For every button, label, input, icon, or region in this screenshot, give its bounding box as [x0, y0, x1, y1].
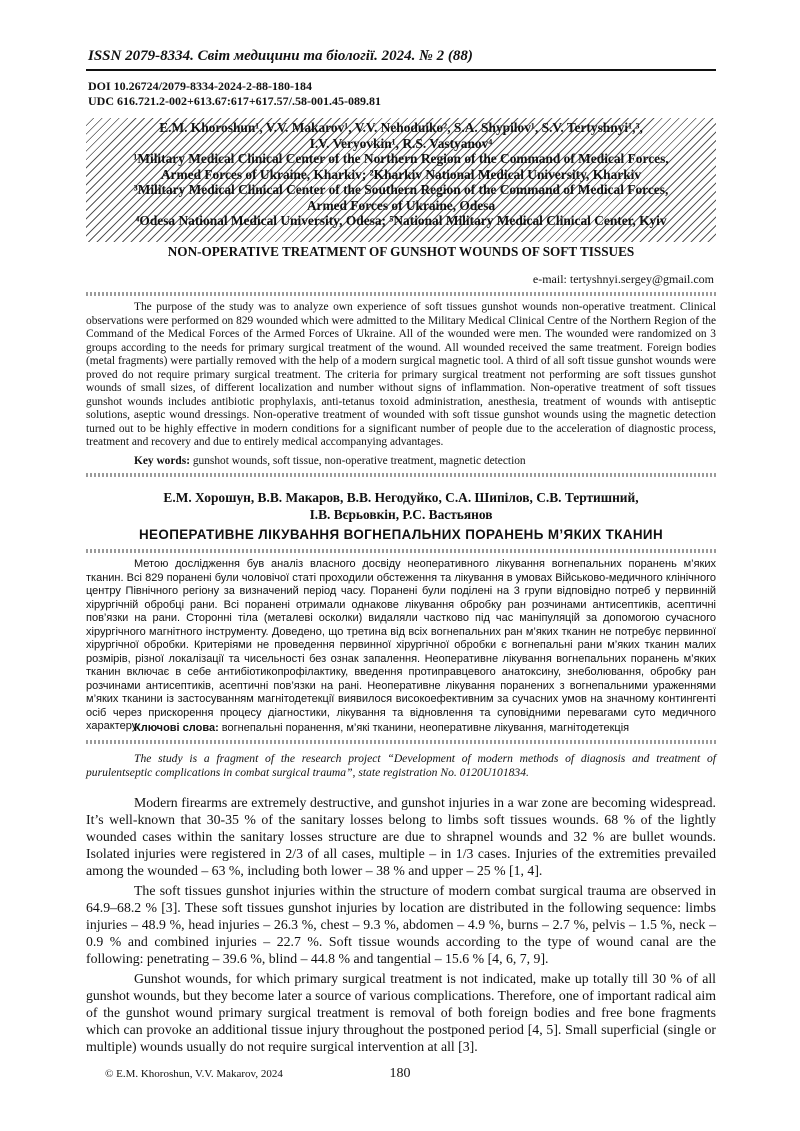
- affiliation-line: ⁴Odesa National Medical University, Odesa; ⁵National Military Medical Clinical Center, Kyiv: [135, 213, 667, 228]
- authors-uk-line: Е.М. Хорошун, В.В. Макаров, В.В. Негодуйко, С.А. Шипілов, С.В. Тертишний,: [163, 490, 639, 505]
- authors-line: E.M. Khoroshun¹, V.V. Makarov¹, V.V. Nehoduiko², S.A. Shypilov¹, S.V. Tertyshnyi¹,³,: [159, 120, 643, 135]
- author-affiliations: [86, 120, 716, 229]
- keywords-text: gunshot wounds, soft tissue, non-operative treatment, magnetic detection: [190, 455, 526, 467]
- abstract-separator-bottom: [86, 473, 716, 477]
- authors-uk: [86, 489, 716, 523]
- affiliation-line: ¹Military Medical Clinical Center of the Northern Region of the Command of Medical Forces,: [133, 151, 669, 166]
- contact-email: e-mail: tertyshnyi.sergey@gmail.com: [532, 272, 714, 286]
- body-paragraph: Gunshot wounds, for which primary surgical treatment is not indicated, make up totally till 30 % of all gunshot wounds, but they become later a source of various complications. Therefore, one of important radical aim of the gunshot wound primary surgical treatment is removal of both foreign bodies and free bone fragments which can provoke an additional tissue injury throughout the postponed period [4, 5]. Small superficial (single or multiple) wounds usually do not require surgical intervention at all [3].: [86, 971, 716, 1054]
- abstract-uk-separator-top: [86, 549, 716, 553]
- article-body: [86, 794, 716, 1058]
- page-number: 180: [389, 1066, 411, 1081]
- affiliation-line: Armed Forces of Ukraine, Odesa: [306, 197, 496, 213]
- keywords-label: Key words:: [134, 455, 190, 467]
- body-paragraph: The soft tissues gunshot injuries within the structure of modern combat surgical trauma are observed in 64.9–68.2 % [3]. These soft tissues gunshot injuries by location are distributed in the following sequence: limbs injuries – 48.9 %, head injuries – 26.3 %, chest – 9.3 %, abdomen – 4.9 %, burns – 2.7 %, pelvis – 1.5 %, neck – 0.9 % and combined injuries – 22.7 %. Soft tissue wounds according to the type of wound canal are the following: penetrating – 39.6 %, blind – 44.8 % and tangential – 15.6 % [4, 6, 7, 9].: [86, 883, 716, 966]
- paper-title-uk: НЕОПЕРАТИВНЕ ЛІКУВАННЯ ВОГНЕПАЛЬНИХ ПОРАНЕНЬ М’ЯКИХ ТКАНИН: [138, 527, 664, 542]
- abstract-uk-separator-bottom: [86, 740, 716, 744]
- keywords-uk-text: вогнепальні поранення, м’які тканини, неоперативне лікування, магнітодетекція: [218, 722, 630, 734]
- authors-uk-line: І.В. Вєрьовкін, Р.С. Вастьянов: [309, 507, 493, 522]
- affiliation-line: Armed Forces of Ukraine, Kharkiv; ²Kharkiv National Medical University, Kharkiv: [160, 166, 642, 182]
- header-rule: [86, 69, 716, 71]
- abstract-uk: Метою дослідження був аналіз власного досвіду неоперативного лікування вогнепальних поранень м’яких тканин. Всі 829 поранені були чоловічої статі проходили обстеження та лікування в умовах Військово-медичного клінічного центру Північного регіону за визначений період часу. Поранені були поділені на 3 групи відповідно потреб у первинній хірургічній обробці рани. Всі поранені отримали однакове лікування обробку ран розчинами антисептиків, асептичні пов’язки на рани. Сторонні тіла (металеві осколки) видаляли частково під час маніпуляцій за допомогою сучасного хірургічного магнітного інструменту. Доведено, що третина від всіх вогнепальних ран м’яких тканин не потребує первинної хірургічної обробки. Критеріями не проведення первинної хірургічної обробки є вогнепальні рани м’яких тканин малих розмірів, різної локалізації та чисельності без ознак запалення. Неоперативне лікування вогнепальних поранень м’яких тканин включає в себе антибіотикопрофілактику, введення протиправцевого анатоксину, знеболювання, обробку ран розчинами антисептиків, асептичні пов’язки на рані. Неоперативне лікування поранених з вогнепальними ураженнями м’яких тканини із застосуванням магнітодетекції виявилося високоефективним за сучасних умов на значному контингенті осіб через прискорення процесу діагностики, лікування та відновлення та суповідними перевагами суто медичного характеру.: [86, 558, 716, 732]
- keywords-uk: [134, 722, 629, 734]
- body-paragraph: Modern firearms are extremely destructive, and gunshot injuries in a war zone are becoming widespread. It’s well-known that 30-35 % of the sanitary losses belong to limbs soft tissues wounds. 68 % of the lightly wounded cases within the sanitary losses structure are due to shrapnel wounds and 32 % are bullet wounds. Isolated injuries were registered in 2/3 of all cases, multiple – in 1/3 cases. Injuries of the extremities prevailed among the wounded – 63 %, including both lower – 38 % and upper – 25 % [1, 4].: [86, 795, 716, 878]
- abstract-separator-top: [86, 292, 716, 296]
- paper-title-en: NON-OPERATIVE TREATMENT OF GUNSHOT WOUNDS OF SOFT TISSUES: [167, 244, 635, 259]
- doi-block: [88, 79, 381, 109]
- keywords-uk-label: Ключові слова:: [134, 722, 219, 734]
- authors-line: I.V. Veryovkin¹, R.S. Vastyanov⁴: [309, 135, 493, 151]
- journal-header: ISSN 2079-8334. Світ медицини та біології. 2024. № 2 (88): [88, 48, 473, 64]
- project-note: The study is a fragment of the research project “Development of modern methods of diagnosis and treatment of purulentseptic complications in combat surgical trauma”, state registration No. 0120U101834.: [86, 752, 716, 779]
- abstract-en: The purpose of the study was to analyze own experience of soft tissues gunshot wounds non-operative treatment. Clinical observations were performed on 829 wounded which were admitted to the Military Medical Clinical Centre of the Northern Region of the Command of the Medical Forces of the Armed Forces of Ukraine. All of the wounded were men. The wounded were randomized on 3 groups according to the needs for primary surgical treatment of the wound. All wounded received the same treatment. Foreign bodies (metal fragments) were partially removed with the help of a modern surgical magnetic tool. A third of all soft tissue gunshot wounds were proved do not require primary surgical treatment. The criteria for primary surgical treatment not performing are soft tissues gunshot wounds of small sizes, of different localization and number without signs of inflammation. Non-operative treatment of soft tissues gunshot wounds includes antibiotic prophylaxis, anti-tetanus toxoid administration, anesthesia, treatment of wounds with antiseptic solutions, aseptic wound dressings. Non-operative treatment of wounded with soft tissue gunshot wounds using the magnetic detection turned out to be highly effective in modern conditions for a significant number of people due to the acceleration of diagnostic process, treatment and recovery and due to entirely medical accompanying advantages.: [86, 301, 716, 448]
- keywords-en: [134, 455, 526, 467]
- affiliation-line: ³Military Medical Clinical Center of the Southern Region of the Command of Medical Forces,: [133, 182, 669, 197]
- doi: DOI 10.26724/2079-8334-2024-2-88-180-184: [88, 79, 312, 93]
- udc: UDC 616.721.2-002+613.67:617+617.57/.58-001.45-089.81: [88, 94, 381, 108]
- copyright: © E.M. Khoroshun, V.V. Makarov, 2024: [105, 1068, 283, 1080]
